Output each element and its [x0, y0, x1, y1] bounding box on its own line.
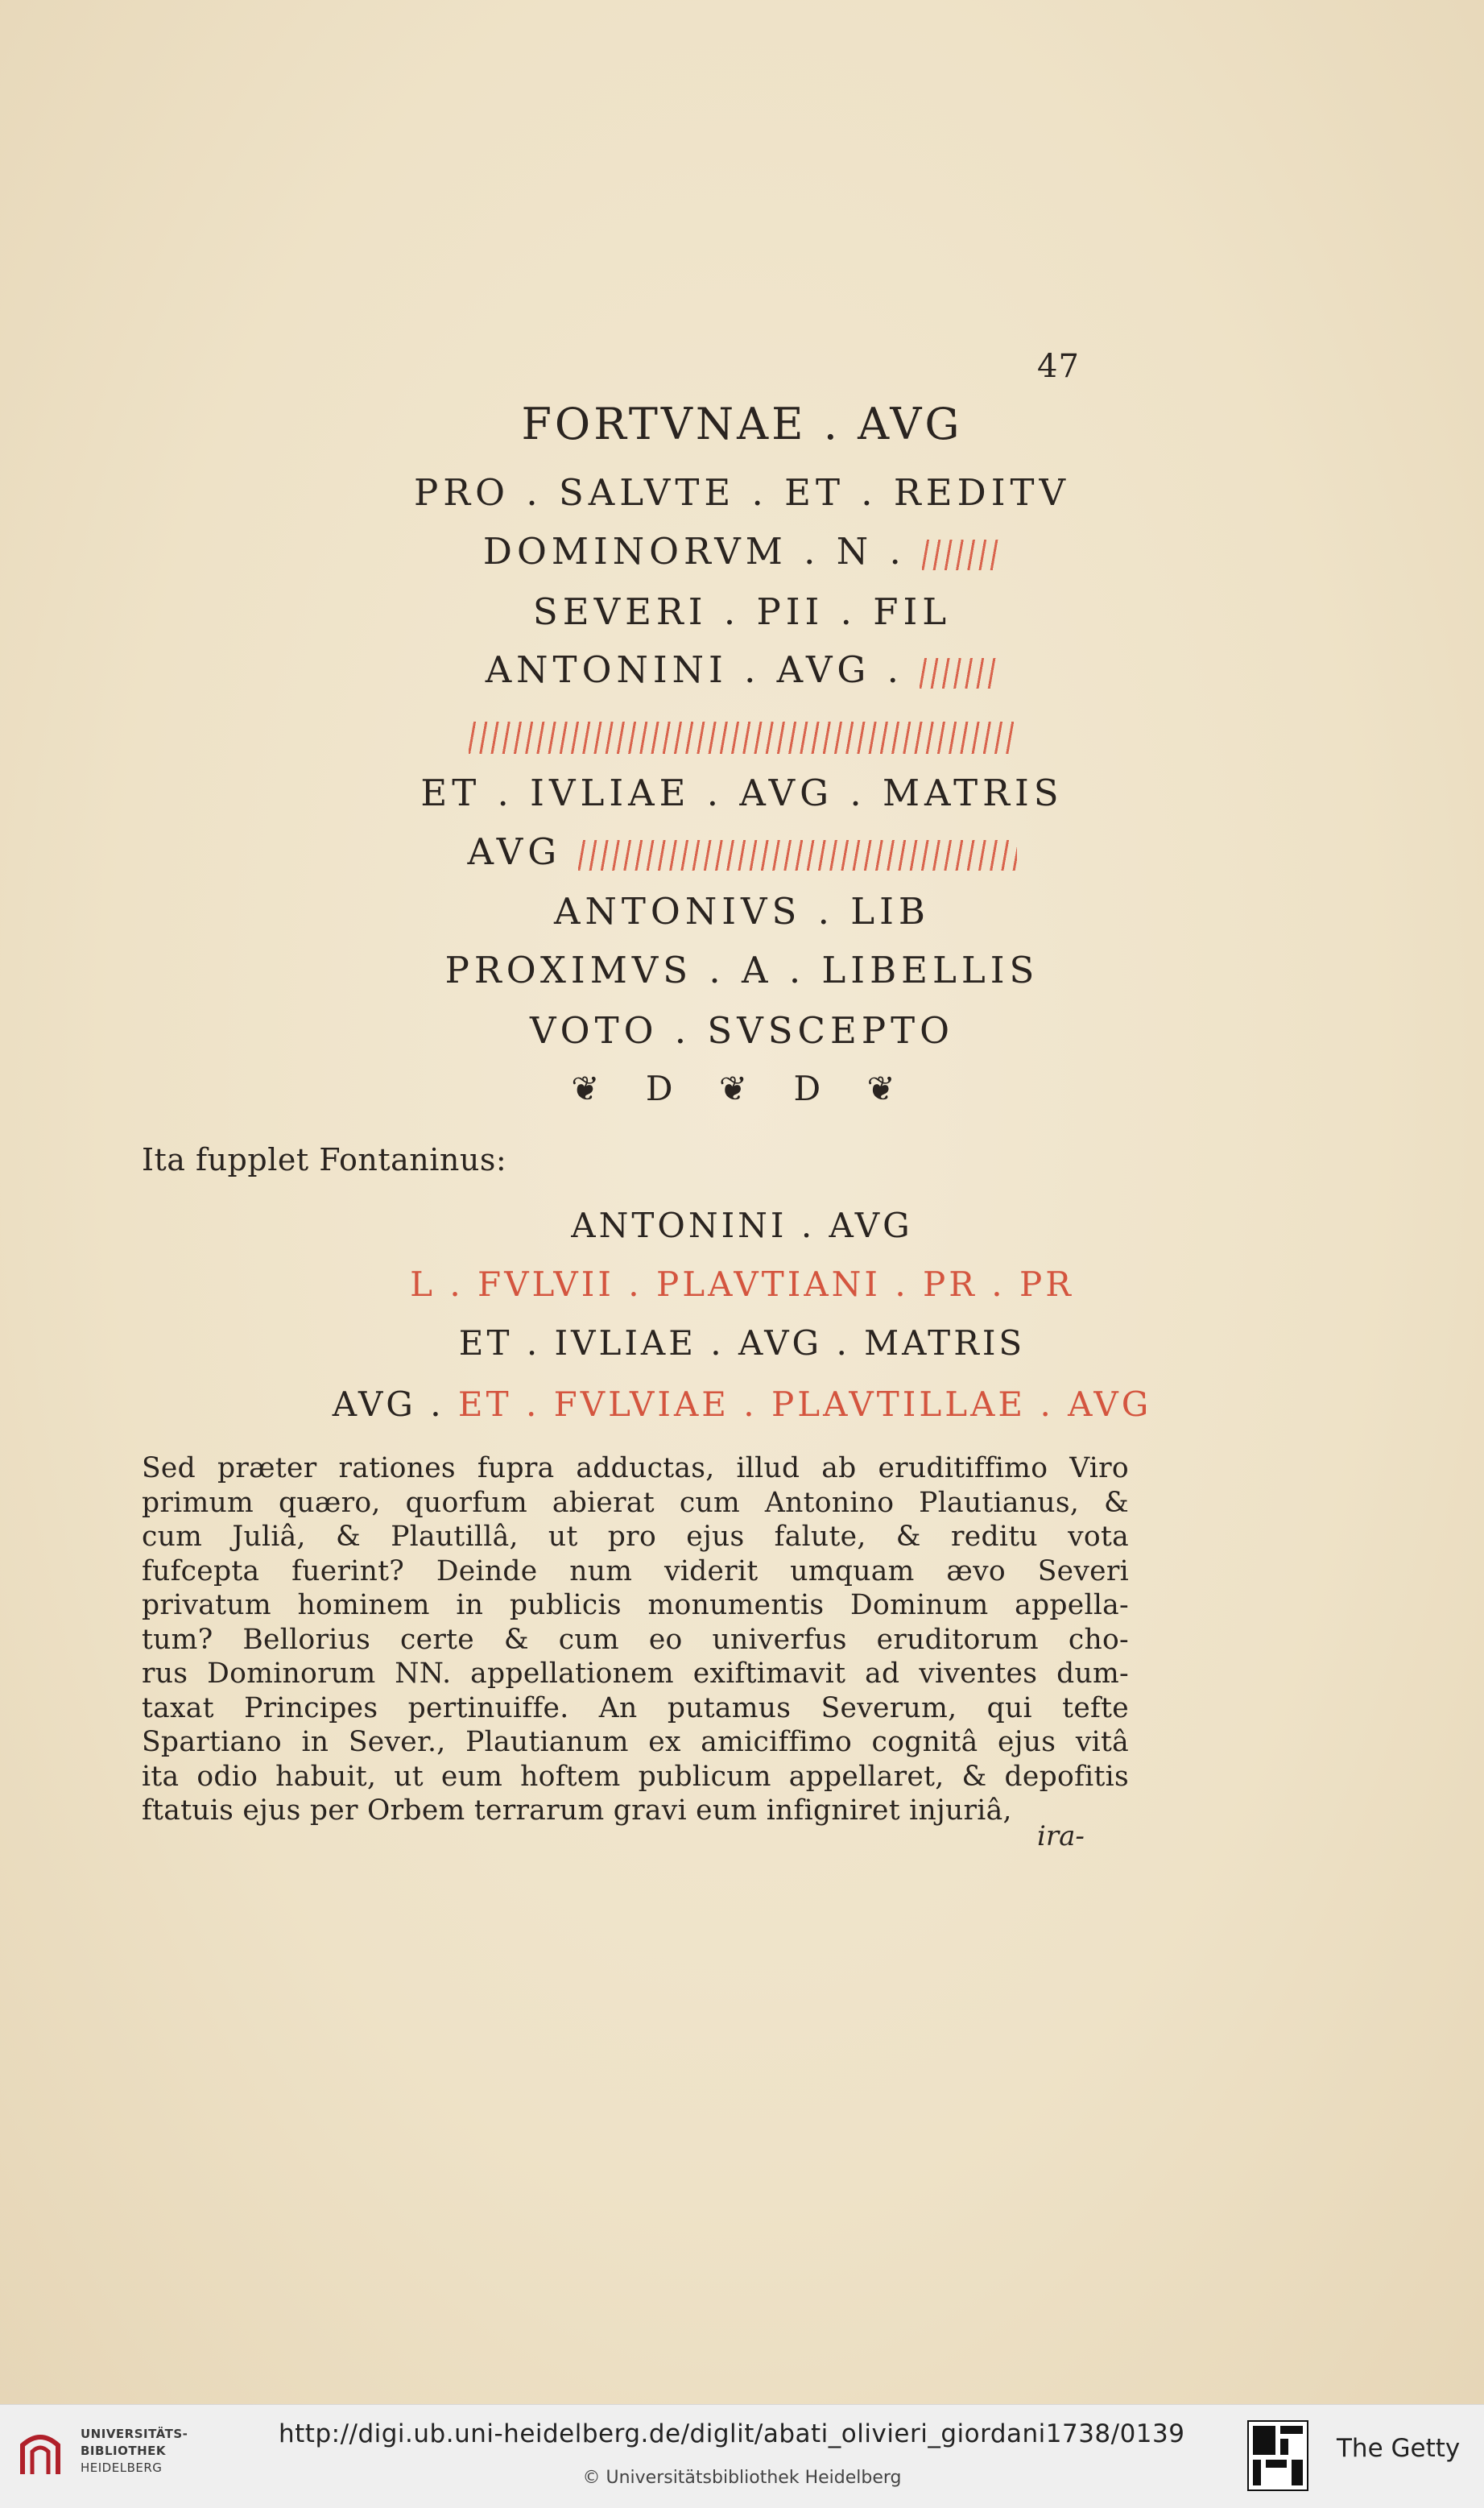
inscription-line: PRO . SALVTE . ET . REDITV — [414, 471, 1070, 514]
text-line: ita odio habuit, ut eum hoftem publicum appellaret, & depofitis — [142, 1760, 1129, 1793]
body-paragraph — [142, 1451, 1129, 1828]
supplement-line — [0, 1384, 1484, 1424]
text-line: tum? Bellorius certe & cum eo univerfus eruditorum cho- — [142, 1623, 1129, 1656]
supplement-line: ET . IVLIAE . AVG . MATRIS — [458, 1323, 1026, 1363]
text-line: taxat Principes pertinuiffe. An putamus Severum, qui tefte — [142, 1691, 1129, 1724]
catchword: ira- — [1037, 1820, 1085, 1852]
library-name-line: UNIVERSITÄTS- — [81, 2427, 188, 2441]
library-name-line: BIBLIOTHEK — [81, 2444, 166, 2458]
text-line: Sed præter rationes fupra adductas, illud ab eruditiffimo Viro — [142, 1452, 1129, 1484]
inscription-text: D — [793, 1069, 839, 1108]
text-line: privatum hominem in publicis monumentis Dominum appella- — [142, 1589, 1129, 1621]
caption: Ita fupplet Fontaninus: — [142, 1142, 507, 1177]
text-line: fufcepta fuerint? Deinde num viderit umquam ævo Severi — [142, 1554, 1129, 1587]
erasure-hatch — [469, 722, 1016, 754]
inscription-line: ET . IVLIAE . AVG . MATRIS — [420, 772, 1064, 814]
fleuron-icon: ❦ — [571, 1069, 618, 1108]
inscription-line: SEVERI . PII . FIL — [532, 590, 952, 633]
text-line: primum quæro, quorfum abierat cum Antonino Plautianus, & — [142, 1486, 1129, 1519]
text-line: cum Juliâ, & Plautillâ, ut pro ejus falute, & reditu vota — [142, 1521, 1129, 1553]
text-line: rus Dominorum NN. appellationem exiftimavit ad viventes dum- — [142, 1658, 1129, 1690]
inscription-text: AVG — [467, 830, 562, 873]
inscription-line: FORTVNAE . AVG — [521, 399, 963, 449]
partner-name: The Getty — [1337, 2434, 1461, 2463]
inscription-line — [0, 830, 1484, 873]
supplement-text-red: ET . FVLVIAE . PLAVTILLAE . AVG — [457, 1384, 1152, 1424]
inscription-line: VOTO . SVSCEPTO — [529, 1009, 955, 1052]
inscription-text: ANTONINI . AVG . — [485, 648, 903, 691]
inscription-text: D — [645, 1069, 691, 1108]
erasure-hatch — [578, 840, 1017, 871]
page-number: 47 — [1037, 348, 1080, 385]
inscription-line: ANTONIVS . LIB — [554, 890, 930, 933]
inscription-text: DOMINORVM . N . — [482, 530, 906, 573]
erasure-hatch — [920, 658, 998, 689]
permalink[interactable]: http://digi.ub.uni-heidelberg.de/diglit/abati_olivieri_giordani1738/0139 — [279, 2419, 1185, 2448]
copyright-notice: © Universitätsbibliothek Heidelberg — [582, 2468, 902, 2488]
supplement-text: AVG . — [332, 1384, 444, 1424]
text-line: Spartiano in Sever., Plautianum ex amiciffimo cognitâ ejus vitâ — [142, 1726, 1129, 1758]
supplement-line: ANTONINI . AVG — [571, 1206, 913, 1245]
text-line: ftatuis ejus per Orbem terrarum gravi eum infigniret injuriâ, — [142, 1794, 1012, 1827]
supplement-line: L . FVLVII . PLAVTIANI . PR . PR — [410, 1264, 1074, 1304]
viewer-footer — [0, 2404, 1484, 2508]
erasure-hatch — [922, 540, 1001, 570]
inscription-line — [0, 648, 1484, 691]
inscription-line: PROXIMVS . A . LIBELLIS — [444, 949, 1040, 991]
fleuron-icon: ❦ — [718, 1069, 766, 1108]
fleuron-icon: ❦ — [866, 1069, 913, 1108]
inscription-line — [0, 1069, 1484, 1108]
inscription-line — [0, 713, 1484, 755]
getty-logo-icon — [1246, 2419, 1309, 2492]
inscription-line — [0, 530, 1484, 573]
library-name-line: HEIDELBERG — [81, 2460, 163, 2475]
